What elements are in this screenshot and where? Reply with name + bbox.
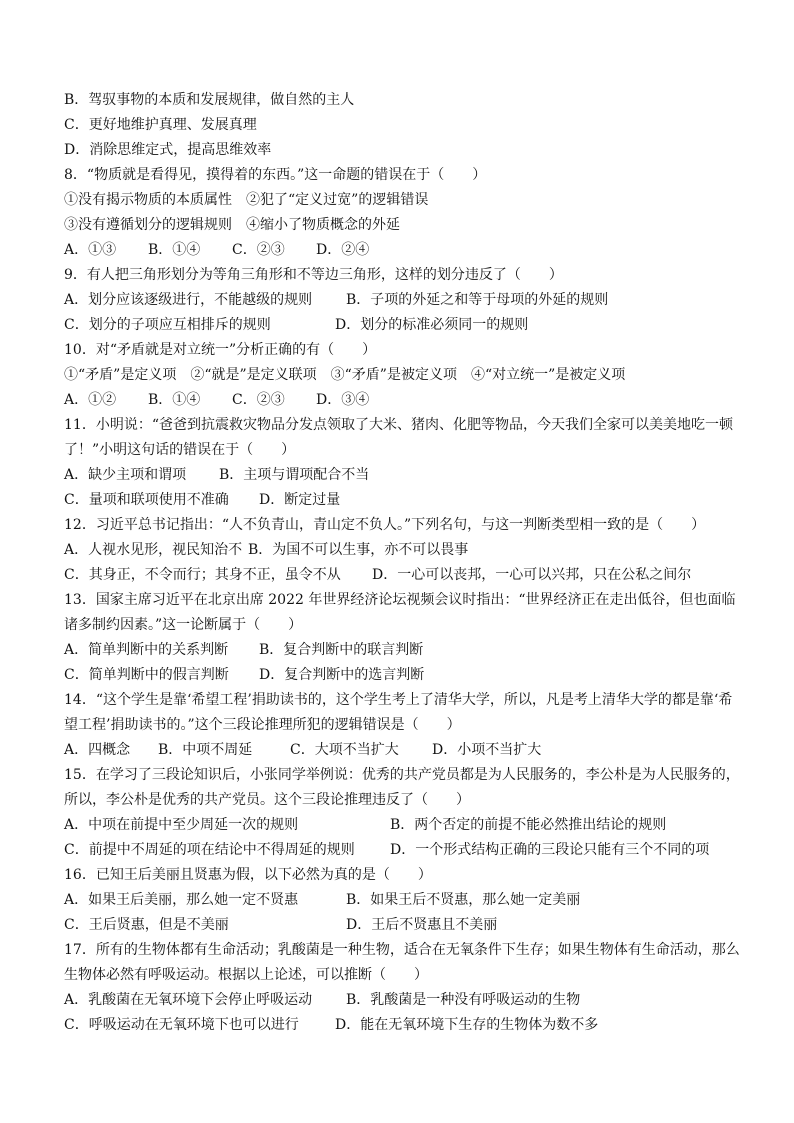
option-c: C．划分的子项应互相排斥的规则: [64, 317, 271, 333]
option-d: D．③④: [316, 392, 370, 408]
options-q12-row2: [64, 563, 754, 588]
option-line: C．更好地维护真理、发展真理: [64, 117, 257, 133]
options-q14: [64, 738, 754, 763]
option-d: D．王后不贤惠且不美丽: [346, 917, 498, 933]
options-q16-row2: [64, 913, 754, 938]
options-q13-row1: [64, 638, 754, 663]
option-d: D．能在无氧环境下生存的生物体为数不多: [335, 1017, 599, 1033]
statement-line: ③没有遵循划分的逻辑规则 ④缩小了物质概念的外延: [64, 217, 400, 233]
options-q15-row1: [64, 813, 754, 838]
option-a: A．划分应该逐级进行，不能越级的规则: [64, 292, 313, 308]
options-q15-row2: [64, 838, 754, 863]
option-b: B．主项与谓项配合不当: [219, 467, 370, 483]
option-b: B．中项不周延: [158, 742, 253, 758]
option-b: B．复合判断中的联言判断: [259, 642, 424, 658]
question-11-cont: 了！”小明这句话的错误在于（ ）: [64, 442, 296, 458]
options-q9-row2: [64, 313, 754, 338]
option-c: C．②③: [232, 392, 285, 408]
option-c: C．大项不当扩大: [290, 742, 399, 758]
statement-line: ①没有揭示物质的本质属性 ②犯了“定义过宽”的逻辑错误: [64, 192, 429, 208]
option-c: C．量项和联项使用不准确: [64, 492, 229, 508]
question-14-cont: 望工程’捐助读书的。”这个三段论推理所犯的逻辑错误是（ ）: [64, 717, 461, 733]
options-q16-row1: [64, 888, 754, 913]
option-c: C．其身正，不令而行；其身不正，虽令不从: [64, 567, 341, 583]
option-a: A．①③: [64, 242, 117, 258]
option-d: D．②④: [316, 242, 370, 258]
option-a: A．乳酸菌在无氧环境下会停止呼吸运动: [64, 992, 313, 1008]
option-d: D．一个形式结构正确的三段论只能有三个不同的项: [390, 842, 710, 858]
option-c: C．呼吸运动在无氧环境下也可以进行: [64, 1017, 299, 1033]
question-11: 11．小明说：“爸爸到抗震救灾物品分发点领取了大米、猪肉、化肥等物品，今天我们全家可以美美地吃一顿: [64, 417, 733, 433]
option-b: B．为国不可以生事，亦不可以畏事: [248, 542, 469, 558]
question-14: 14．“这个学生是靠‘希望工程’捐助读书的，这个学生考上了清华大学，所以，凡是考上清华大学的都是靠‘希: [64, 692, 733, 708]
option-d: D．断定过量: [259, 492, 341, 508]
question-17: 17．所有的生物体都有生命活动；乳酸菌是一种生物，适合在无氧条件下生存；如果生物体有生命活动，那么: [64, 942, 740, 958]
exam-page: [64, 88, 754, 1038]
question-15-cont: 所以，李公朴是优秀的共产党员。这个三段论推理违反了（ ）: [64, 792, 470, 808]
option-b: B．①④: [148, 392, 201, 408]
question-10: 10．对“矛盾就是对立统一”分析正确的有（ ）: [64, 342, 377, 358]
options-q12-row1: [64, 538, 754, 563]
option-b: B．①④: [148, 242, 201, 258]
option-a: A．缺少主项和谓项: [64, 467, 187, 483]
option-d: D．划分的标准必须同一的规则: [335, 317, 529, 333]
options-q13-row2: [64, 663, 754, 688]
option-a: A．简单判断中的关系判断: [64, 642, 229, 658]
options-q17-row1: [64, 988, 754, 1013]
question-17-cont: 生物体必然有呼吸运动。根据以上论述，可以推断（ ）: [64, 967, 428, 983]
options-q9-row1: [64, 288, 754, 313]
option-a: A．中项在前提中至少周延一次的规则: [64, 817, 299, 833]
question-12: 12．习近平总书记指出：“人不负青山，青山定不负人。”下列名句，与这一判断类型相一致的是（ ）: [64, 517, 706, 533]
option-d: D．复合判断中的选言判断: [259, 667, 425, 683]
option-a: A．四概念: [64, 742, 131, 758]
options-q10: [64, 388, 754, 413]
options-q11-row2: [64, 488, 754, 513]
option-a: A．①②: [64, 392, 117, 408]
question-16: 16．已知王后美丽且贤惠为假，以下必然为真的是（ ）: [64, 867, 432, 883]
options-q8: [64, 238, 754, 263]
question-15: 15．在学习了三段论知识后，小张同学举例说：优秀的共产党员都是为人民服务的，李公朴是为人民服务的，: [64, 767, 740, 783]
question-13-cont: 诸多制约因素。”这一论断属于（ ）: [64, 617, 303, 633]
options-q11-row1: [64, 463, 754, 488]
question-13: 13．国家主席习近平在北京出席 2022 年世界经济论坛视频会议时指出：“世界经济正在走出低谷，但也面临: [64, 592, 736, 608]
option-a: A．人视水见形，视民知治不: [64, 542, 243, 558]
option-b: B．乳酸菌是一种没有呼吸运动的生物: [346, 992, 581, 1008]
options-q17-row2: [64, 1013, 754, 1038]
option-b: B．如果王后不贤惠，那么她一定美丽: [346, 892, 581, 908]
option-c: C．前提中不周延的项在结论中不得周延的规则: [64, 842, 355, 858]
option-a: A．如果王后美丽，那么她一定不贤惠: [64, 892, 299, 908]
option-c: C．王后贤惠，但是不美丽: [64, 917, 229, 933]
option-line: B．驾驭事物的本质和发展规律，做自然的主人: [64, 92, 355, 108]
statement-line: ①“矛盾”是定义项 ②“就是”是定义联项 ③“矛盾”是被定义项 ④“对立统一”是被定义项: [64, 367, 626, 383]
question-8: 8．“物质就是看得见，摸得着的东西。”这一命题的错误在于（ ）: [64, 167, 487, 183]
question-9: 9．有人把三角形划分为等角三角形和不等边三角形，这样的划分违反了（ ）: [64, 267, 563, 283]
option-b: B．子项的外延之和等于母项的外延的规则: [346, 292, 609, 308]
option-line: D．消除思维定式，提高思维效率: [64, 142, 272, 158]
option-b: B．两个否定的前提不能必然推出结论的规则: [390, 817, 667, 833]
option-d: D．一心可以丧邦，一心可以兴邦，只在公私之间尔: [372, 567, 692, 583]
option-c: C．简单判断中的假言判断: [64, 667, 229, 683]
option-d: D．小项不当扩大: [432, 742, 542, 758]
option-c: C．②③: [232, 242, 285, 258]
